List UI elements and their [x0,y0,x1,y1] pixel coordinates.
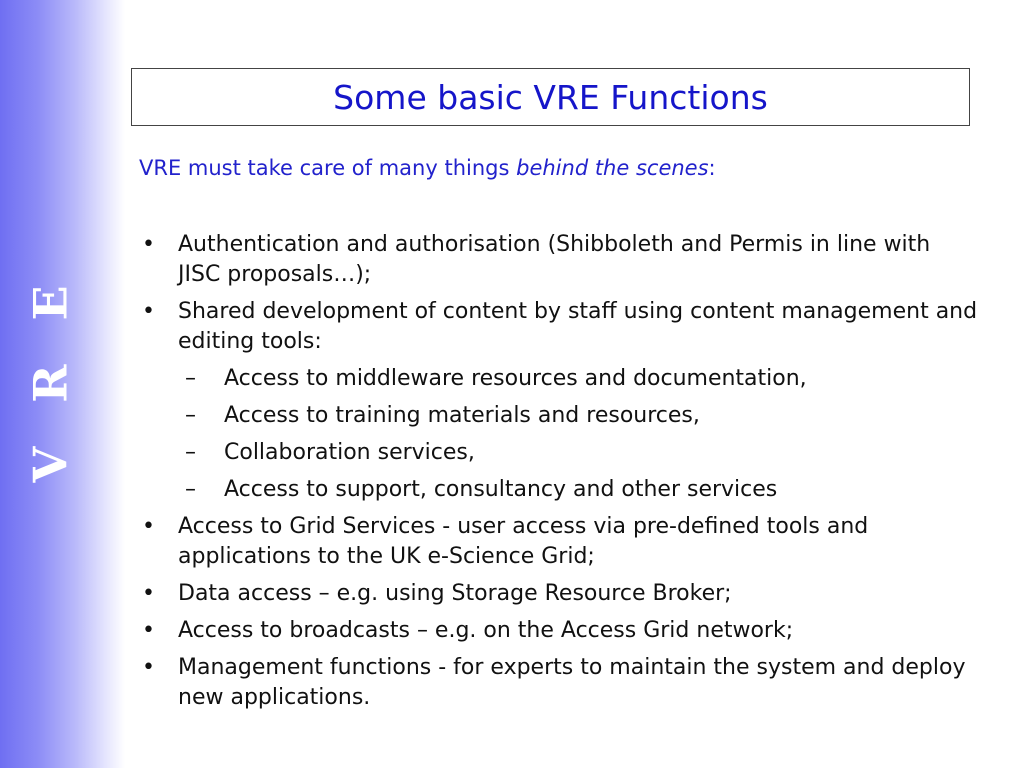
sub-bullet-item [139,401,979,431]
bullet-text: Authentication and authorisation (Shibboleth and Permis in line with JISC proposals…); [178,232,931,287]
sub-bullet-item [139,438,979,468]
sub-bullet-marker: – [185,440,196,465]
bullet-text: Management functions - for experts to maintain the system and deploy new applications. [178,655,966,710]
title-box [131,68,970,126]
intro-line [139,156,716,180]
bullet-marker: • [142,618,155,643]
bullet-item [139,512,979,572]
sub-bullet-text: Access to middleware resources and documentation, [224,366,807,391]
sub-bullet-item [139,475,979,505]
bullet-text: Access to Grid Services - user access via pre-defined tools and applications to the UK e-Science Grid; [178,514,869,569]
bullet-text: Data access – e.g. using Storage Resource Broker; [178,581,732,606]
side-label-text: V R E [23,271,78,483]
side-label [20,271,80,483]
sub-bullet-text: Access to training materials and resources, [224,403,700,428]
bullet-marker: • [142,232,155,257]
sub-bullet-text: Access to support, consultancy and other services [224,477,778,502]
bullet-marker: • [142,655,155,680]
sub-bullet-marker: – [185,366,196,391]
intro-text: VRE must take care of many things [139,156,517,180]
bullet-text: Access to broadcasts – e.g. on the Access Grid network; [178,618,794,643]
bullet-item [139,616,979,646]
sub-bullet-marker: – [185,477,196,502]
sub-bullet-item [139,364,979,394]
sub-bullet-marker: – [185,403,196,428]
bullet-text: Shared development of content by staff using content management and editing tools: [178,299,978,354]
bullet-item [139,653,979,713]
bullet-marker: • [142,581,155,606]
slide-title: Some basic VRE Functions [333,77,768,117]
bullet-item [139,230,979,290]
intro-emphasis: behind the scenes [516,156,709,180]
intro-colon: : [708,156,716,180]
sub-bullet-text: Collaboration services, [224,440,475,465]
bullet-item [139,297,979,357]
bullet-list [139,230,979,720]
bullet-marker: • [142,514,155,539]
bullet-item [139,579,979,609]
bullet-marker: • [142,299,155,324]
